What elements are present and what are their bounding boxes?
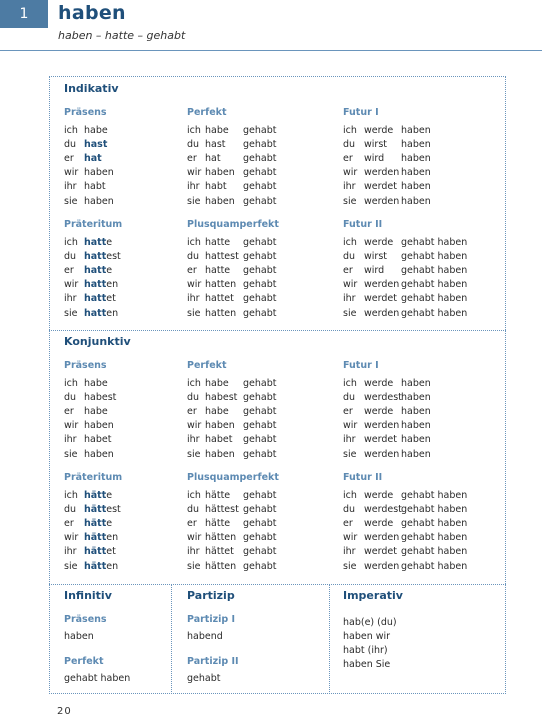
participle: gehabt	[243, 434, 277, 446]
pronoun: ihr	[187, 546, 200, 558]
pronoun: du	[64, 251, 77, 263]
column-divider	[171, 584, 172, 694]
pronoun: ich	[187, 490, 201, 501]
verb-form: hatte	[205, 237, 231, 248]
pronoun: sie	[187, 307, 201, 319]
highlighted-stem: hätt	[84, 532, 107, 544]
participle: gehabt	[243, 532, 277, 544]
verb-form: haben	[84, 448, 114, 460]
stem: hab	[84, 167, 102, 179]
pronoun: ihr	[187, 293, 200, 305]
participle: gehabt haben	[401, 532, 468, 544]
participle: gehabt	[243, 420, 277, 432]
infinitiv-perfekt-title: Perfekt	[64, 656, 104, 667]
konjunktiv-title: Konjunktiv	[64, 335, 131, 348]
participle: gehabt	[243, 504, 277, 516]
page-number: 20	[57, 706, 72, 717]
participle: gehabt	[243, 167, 277, 179]
highlighted-stem: hatt	[84, 307, 107, 319]
ending: en	[101, 167, 114, 179]
verb-form: werden	[364, 307, 400, 319]
stem: hab	[84, 181, 102, 193]
pronoun: er	[64, 265, 74, 277]
verb-form: werdet	[364, 546, 397, 558]
pronoun: ihr	[187, 181, 200, 193]
verb-form: wirst	[364, 139, 387, 151]
ending: en	[106, 307, 119, 319]
participle: gehabt	[243, 237, 277, 248]
verb-form: werdest	[364, 392, 402, 404]
participle: gehabt	[243, 265, 277, 277]
section-divider	[49, 584, 506, 585]
participle: haben	[401, 378, 431, 389]
partizip2-title: Partizip II	[187, 656, 239, 667]
participle: gehabt haben	[401, 546, 468, 558]
indikativ-plusquamperfekt-title: Plusquamperfekt	[187, 219, 279, 230]
ending: en	[106, 532, 119, 544]
verb-form: habt	[205, 181, 227, 193]
verb-form: habe	[205, 406, 229, 418]
verb-form	[84, 279, 118, 290]
ending: e	[106, 265, 113, 277]
pronoun: ich	[187, 125, 201, 136]
pronoun: er	[64, 518, 74, 530]
verb-form: habest	[205, 392, 238, 404]
participle: gehabt	[243, 195, 277, 207]
infinitiv-praesens-title: Präsens	[64, 614, 107, 625]
verb-form: hatten	[205, 279, 237, 291]
pronoun: sie	[64, 448, 78, 460]
participle: gehabt haben	[401, 293, 468, 305]
participle: haben	[401, 448, 431, 460]
verb-form: werdet	[364, 293, 397, 305]
participle: haben	[401, 153, 431, 165]
verb-form	[84, 125, 108, 136]
section-divider	[49, 330, 506, 331]
verb-form: habest	[84, 392, 117, 404]
verb-form	[84, 490, 112, 501]
pronoun: ihr	[343, 546, 356, 558]
imperativ-item: hab(e) (du)	[343, 617, 397, 628]
pronoun: ich	[64, 125, 78, 136]
participle: gehabt haben	[401, 279, 468, 291]
verb-form	[84, 139, 107, 150]
verb-form: hätte	[205, 518, 231, 530]
pronoun: er	[187, 406, 197, 418]
participle: gehabt	[243, 293, 277, 305]
verb-form: werden	[364, 279, 400, 291]
participle: gehabt	[243, 125, 277, 136]
pronoun: ihr	[64, 293, 77, 305]
imperativ-item: haben Sie	[343, 659, 391, 670]
chapter-number: 1	[0, 0, 48, 28]
verb-form: werdest	[364, 504, 402, 516]
pronoun: du	[64, 392, 77, 404]
highlighted-stem: hatt	[84, 237, 107, 248]
verb-form: hast	[205, 139, 226, 151]
pronoun: sie	[64, 560, 78, 572]
pronoun: sie	[343, 560, 357, 572]
indikativ-futur2-title: Futur II	[343, 219, 383, 230]
verb-form: hätte	[205, 490, 231, 501]
imperativ-title: Imperativ	[343, 589, 403, 602]
participle: gehabt haben	[401, 560, 468, 572]
pronoun: wir	[343, 279, 358, 291]
verb-form: habe	[84, 406, 108, 418]
pronoun: er	[343, 406, 353, 418]
verb-form: hätten	[205, 532, 237, 544]
verb-form	[84, 308, 118, 319]
highlighted-stem: hatt	[84, 293, 107, 305]
verb-form	[84, 532, 118, 543]
participle: haben	[401, 181, 431, 193]
pronoun: du	[187, 392, 200, 404]
verb-form	[84, 196, 114, 207]
pronoun: du	[187, 139, 200, 151]
verb-form: werde	[364, 237, 394, 248]
verb-form	[84, 546, 116, 557]
pronoun: du	[64, 139, 77, 151]
verb-form: werde	[364, 490, 394, 501]
highlighted-stem: hätt	[84, 560, 107, 572]
verb-form: hattet	[205, 293, 234, 305]
ending: e	[106, 237, 113, 248]
participle: haben	[401, 434, 431, 446]
verb-form: habe	[205, 125, 229, 136]
verb-form: hatte	[205, 265, 231, 277]
participle: gehabt haben	[401, 490, 468, 501]
verb-form: habet	[84, 434, 112, 446]
pronoun: er	[64, 406, 74, 418]
ending: et	[106, 546, 116, 558]
pronoun: du	[343, 251, 356, 263]
participle: gehabt	[243, 406, 277, 418]
verb-form	[84, 561, 118, 572]
participle: gehabt haben	[401, 251, 468, 263]
pronoun: sie	[187, 448, 201, 460]
pronoun: er	[187, 265, 197, 277]
verb-form: habe	[205, 378, 229, 389]
verb-form: werden	[364, 560, 400, 572]
pronoun: wir	[64, 420, 79, 432]
indikativ-praeteritum-title: Präteritum	[64, 219, 123, 230]
verb-form: hätten	[205, 560, 237, 572]
participle: gehabt haben	[401, 237, 468, 248]
pronoun: ich	[187, 378, 201, 389]
pronoun: ich	[187, 237, 201, 248]
verb-form	[84, 265, 112, 276]
pronoun: wir	[343, 532, 358, 544]
participle: gehabt haben	[401, 265, 468, 277]
pronoun: wir	[187, 279, 202, 291]
pronoun: wir	[64, 167, 79, 179]
highlighted-stem: hat	[84, 153, 102, 165]
partizip1-title: Partizip I	[187, 614, 236, 625]
verb-form	[84, 293, 116, 304]
pronoun: er	[343, 518, 353, 530]
ending: e	[101, 125, 108, 136]
pronoun: sie	[343, 448, 357, 460]
pronoun: sie	[187, 195, 201, 207]
indikativ-futur1-title: Futur I	[343, 107, 379, 118]
konjunktiv-praesens-title: Präsens	[64, 360, 107, 371]
verb-form: hättet	[205, 546, 234, 558]
participle: gehabt	[243, 153, 277, 165]
verb-form: haben	[205, 195, 235, 207]
ending: e	[106, 518, 113, 530]
pronoun: sie	[343, 195, 357, 207]
indikativ-title: Indikativ	[64, 82, 119, 95]
conjugation-table	[49, 76, 506, 694]
participle: gehabt	[243, 546, 277, 558]
participle: haben	[401, 420, 431, 432]
verb-form: werde	[364, 518, 394, 530]
pronoun: du	[343, 504, 356, 516]
pronoun: sie	[64, 307, 78, 319]
partizip1-value: habend	[187, 631, 223, 642]
indikativ-perfekt-title: Perfekt	[187, 107, 227, 118]
verb-form	[84, 153, 102, 164]
pronoun: er	[64, 153, 74, 165]
verb-form: hättest	[205, 504, 239, 516]
verb-form	[84, 167, 114, 178]
indikativ-praesens-title: Präsens	[64, 107, 107, 118]
participle: haben	[401, 195, 431, 207]
participle: gehabt	[243, 490, 277, 501]
infinitiv-perfekt-value: gehabt haben	[64, 673, 131, 684]
highlighted-stem: hatt	[84, 279, 107, 291]
pronoun: ich	[64, 490, 78, 501]
pronoun: ihr	[343, 181, 356, 193]
pronoun: du	[187, 251, 200, 263]
pronoun: wir	[187, 532, 202, 544]
participle: gehabt	[243, 560, 277, 572]
pronoun: er	[187, 153, 197, 165]
ending: e	[106, 490, 113, 501]
participle: haben	[401, 167, 431, 179]
verb-form: werde	[364, 406, 394, 418]
partizip-title: Partizip	[187, 589, 235, 602]
participle: gehabt	[243, 378, 277, 389]
pronoun: ihr	[64, 434, 77, 446]
konjunktiv-futur2-title: Futur II	[343, 472, 383, 483]
verb-form: haben	[205, 448, 235, 460]
pronoun: du	[343, 139, 356, 151]
verb-form: werden	[364, 448, 400, 460]
konjunktiv-praeteritum-title: Präteritum	[64, 472, 123, 483]
pronoun: ich	[343, 237, 357, 248]
pronoun: wir	[343, 167, 358, 179]
konjunktiv-plusquamperfekt-title: Plusquamperfekt	[187, 472, 279, 483]
pronoun: sie	[187, 560, 201, 572]
verb-form: werde	[364, 378, 394, 389]
participle: haben	[401, 406, 431, 418]
infinitiv-title: Infinitiv	[64, 589, 112, 602]
pronoun: ihr	[343, 434, 356, 446]
imperativ-item: habt (ihr)	[343, 645, 388, 656]
pronoun: wir	[187, 420, 202, 432]
pronoun: er	[187, 518, 197, 530]
ending: et	[106, 293, 116, 305]
pronoun: er	[343, 153, 353, 165]
highlighted-stem: hätt	[84, 518, 107, 530]
highlighted-stem: hatt	[84, 251, 107, 263]
verb-form: habe	[84, 378, 108, 389]
verb-form: werden	[364, 195, 400, 207]
pronoun: ich	[343, 125, 357, 136]
participle: gehabt	[243, 181, 277, 193]
pronoun: du	[343, 392, 356, 404]
pronoun: wir	[187, 167, 202, 179]
participle: gehabt	[243, 279, 277, 291]
pronoun: er	[343, 265, 353, 277]
pronoun: ihr	[187, 434, 200, 446]
konjunktiv-futur1-title: Futur I	[343, 360, 379, 371]
verb-form	[84, 518, 112, 529]
pronoun: du	[187, 504, 200, 516]
header-rule	[0, 50, 542, 51]
verb-form: werdet	[364, 181, 397, 193]
participle: gehabt haben	[401, 518, 468, 530]
participle: haben	[401, 139, 431, 151]
verb-form: wird	[364, 265, 385, 277]
pronoun: ihr	[343, 293, 356, 305]
participle: gehabt	[243, 251, 277, 263]
pronoun: ihr	[64, 546, 77, 558]
verb-form	[84, 504, 121, 515]
verb-form: haben	[205, 167, 235, 179]
infinitiv-praesens-value: haben	[64, 631, 94, 642]
verb-form: haben	[84, 420, 114, 432]
participle: gehabt haben	[401, 504, 468, 516]
participle: gehabt haben	[401, 307, 468, 319]
highlighted-stem: hatt	[84, 265, 107, 277]
column-divider	[329, 584, 330, 694]
stem: hab	[84, 125, 102, 136]
stem: hab	[84, 195, 102, 207]
partizip2-value: gehabt	[187, 673, 221, 684]
pronoun: sie	[343, 307, 357, 319]
verb-form: werden	[364, 167, 400, 179]
verb-form: wirst	[364, 251, 387, 263]
participle: haben	[401, 392, 431, 404]
participle: gehabt	[243, 448, 277, 460]
verb-form: haben	[205, 420, 235, 432]
participle: gehabt	[243, 307, 277, 319]
verb-form: hatten	[205, 307, 237, 319]
verb-form: werden	[364, 420, 400, 432]
participle: gehabt	[243, 392, 277, 404]
ending: en	[106, 279, 119, 291]
verb-form: hat	[205, 153, 221, 165]
pronoun: ich	[64, 237, 78, 248]
verb-form	[84, 181, 106, 192]
ending: est	[106, 504, 121, 516]
verb-principal-parts: haben – hatte – gehabt	[58, 29, 186, 42]
pronoun: sie	[64, 195, 78, 207]
participle: gehabt	[243, 139, 277, 151]
pronoun: wir	[64, 532, 79, 544]
imperativ-item: haben wir	[343, 631, 391, 642]
verb-title: haben	[58, 2, 126, 24]
verb-form: hattest	[205, 251, 239, 263]
ending: est	[106, 251, 121, 263]
highlighted-stem: hätt	[84, 546, 107, 558]
pronoun: ich	[343, 490, 357, 501]
ending: en	[101, 195, 114, 207]
verb-form	[84, 251, 121, 262]
ending: en	[106, 560, 119, 572]
pronoun: ich	[343, 378, 357, 389]
verb-form: wird	[364, 153, 385, 165]
participle: haben	[401, 125, 431, 136]
participle: gehabt	[243, 518, 277, 530]
pronoun: ich	[64, 378, 78, 389]
verb-form: habet	[205, 434, 233, 446]
highlighted-stem: hätt	[84, 504, 107, 516]
highlighted-stem: hätt	[84, 490, 107, 501]
pronoun: wir	[343, 420, 358, 432]
verb-form: werde	[364, 125, 394, 136]
verb-form	[84, 237, 112, 248]
konjunktiv-perfekt-title: Perfekt	[187, 360, 227, 371]
pronoun: du	[64, 504, 77, 516]
pronoun: wir	[64, 279, 79, 291]
verb-form: werden	[364, 532, 400, 544]
verb-form: werdet	[364, 434, 397, 446]
pronoun: ihr	[64, 181, 77, 193]
ending: t	[101, 181, 106, 193]
highlighted-stem: hast	[84, 139, 108, 151]
